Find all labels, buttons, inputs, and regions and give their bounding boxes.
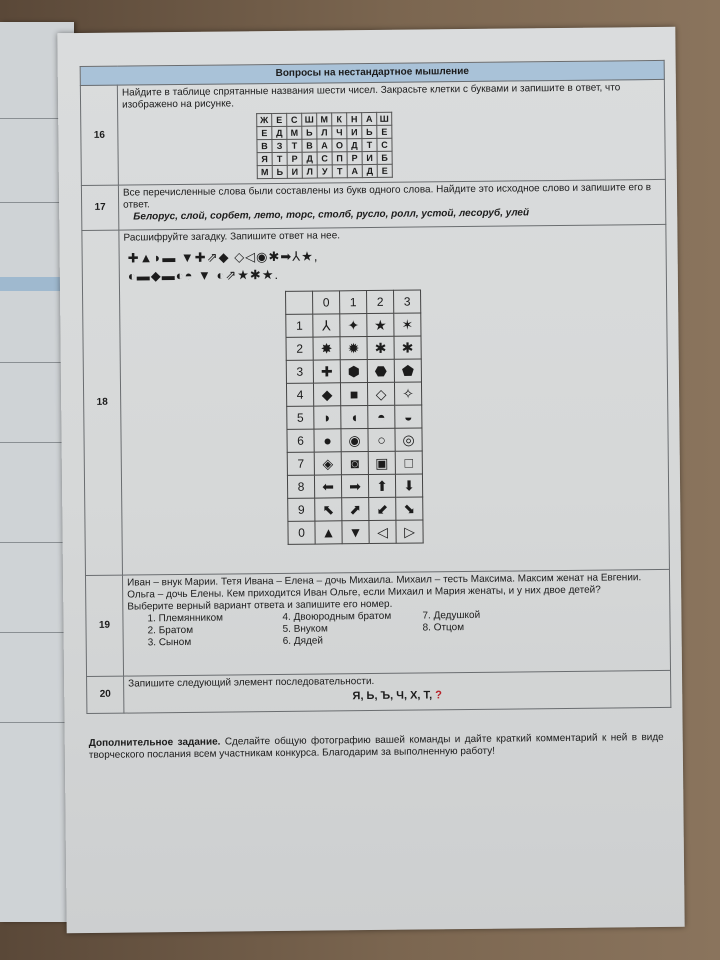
letter-grid-row <box>257 112 392 126</box>
letter-cell: Д <box>347 139 362 152</box>
letter-grid-row <box>257 138 392 152</box>
letter-cell: Р <box>347 152 362 165</box>
symbol-cell: ✦ <box>340 314 367 337</box>
symbol-cell: ✱ <box>367 336 394 359</box>
symbol-cell: ▷ <box>396 520 423 543</box>
letter-cell: А <box>317 139 332 152</box>
question-17-row <box>81 179 665 230</box>
column-header: 0 <box>313 291 340 314</box>
extra-task-title: Дополнительное задание. <box>88 736 221 749</box>
symbol-cell: ◇ <box>367 382 394 405</box>
letter-cell: И <box>347 126 362 139</box>
symbol-cell: ● <box>314 429 341 452</box>
letter-cell: Т <box>287 139 302 152</box>
symbol-cell: ⬅ <box>314 475 341 498</box>
question-20-row <box>87 670 671 713</box>
column-header: 3 <box>394 290 421 313</box>
symbol-cell: ▣ <box>368 451 395 474</box>
symbol-cell: ⬣ <box>367 359 394 382</box>
letter-cell: Б <box>377 151 392 164</box>
letter-cell: Ш <box>377 112 392 125</box>
letter-cell: Ш <box>302 113 317 126</box>
letter-cell: К <box>332 113 347 126</box>
letter-cell: Ч <box>332 126 347 139</box>
row-header: 0 <box>288 521 315 544</box>
symbol-cell: ■ <box>340 383 367 406</box>
answer-option: 8. Отцом <box>422 622 465 634</box>
symbol-cell: ★ <box>367 313 394 336</box>
row-header: 4 <box>286 383 313 406</box>
cipher-key-table <box>285 289 424 544</box>
symbol-cell: ◒ <box>395 405 422 428</box>
letter-cell: Д <box>302 152 317 165</box>
symbol-cell: ⬟ <box>394 359 421 382</box>
letter-cell: Т <box>332 165 347 178</box>
question-text: Найдите в таблице спрятанные названия шести чисел. Закрасьте клетки с буквами и запишите в ответ, что изображено на рисунке. <box>121 82 621 111</box>
column-header: 2 <box>367 290 394 313</box>
question-number: 16 <box>80 85 118 185</box>
question-18-row <box>82 224 670 575</box>
letter-cell: Ж <box>257 114 272 127</box>
symbol-cell: ✹ <box>340 337 367 360</box>
symbol-cell: ✶ <box>394 313 421 336</box>
symbol-cell: ◈ <box>314 452 341 475</box>
letter-cell: О <box>332 139 347 152</box>
letter-cell: Т <box>362 138 377 151</box>
letter-cell: Е <box>377 164 392 177</box>
question-text: Все перечисленные слова были составлены из букв одного слова. Найдите это исходное слово и запишите его в ответ. <box>122 182 652 211</box>
question-mark: ? <box>435 689 443 702</box>
symbol-cell: ◖ <box>341 406 368 429</box>
letter-cell: Л <box>302 165 317 178</box>
extra-task <box>89 732 664 762</box>
question-number: 20 <box>87 676 124 713</box>
answer-option <box>423 633 543 646</box>
letter-cell: С <box>377 138 392 151</box>
letter-cell: Д <box>272 126 287 139</box>
row-header: 5 <box>287 406 314 429</box>
column-header: 1 <box>340 291 367 314</box>
letter-cell: Р <box>287 152 302 165</box>
letter-grid-row <box>257 125 392 139</box>
letter-cell: Я <box>257 153 272 166</box>
symbol-cell: ✸ <box>313 337 340 360</box>
symbol-cell: ⬋ <box>369 497 396 520</box>
cipher-line-1: ✚▲◗▬ ▼✚⇗◆ ◇◁◉✱➡⅄★, <box>127 248 319 266</box>
letter-cell: И <box>362 151 377 164</box>
letter-cell: И <box>287 165 302 178</box>
letter-cell: А <box>362 112 377 125</box>
symbol-cell: ◁ <box>369 520 396 543</box>
letter-cell: П <box>332 152 347 165</box>
question-text: Расшифруйте загадку. Запишите ответ на нее. <box>123 230 341 244</box>
answer-option: 4. Двоюродным братом <box>282 610 392 623</box>
symbol-cell: ✱ <box>394 336 421 359</box>
question-number: 18 <box>82 230 123 575</box>
symbol-cell: ✚ <box>313 360 340 383</box>
symbol-cell: ⬢ <box>340 360 367 383</box>
symbol-cell: ▲ <box>315 521 342 544</box>
corner-cell <box>286 291 313 314</box>
letter-grid-row <box>257 151 392 165</box>
letter-cell: В <box>302 139 317 152</box>
letter-cell: А <box>347 165 362 178</box>
symbol-cell: ◙ <box>341 452 368 475</box>
symbol-cell: ⬊ <box>396 497 423 520</box>
letter-cell: В <box>257 140 272 153</box>
answer-option: 7. Дедушкой <box>422 609 481 622</box>
symbol-cell: ➡ <box>341 475 368 498</box>
question-prompt: Выберите верный вариант ответа и запишите его номер. <box>127 598 393 613</box>
question-number: 19 <box>85 575 123 676</box>
symbol-cell: ◓ <box>368 405 395 428</box>
answer-options <box>147 608 665 649</box>
letter-grid-row <box>257 164 392 178</box>
cipher-line-2: ◐▬◆▬◐◓ ▼ ◐⇗★✱★. <box>127 266 280 284</box>
letter-cell: М <box>287 126 302 139</box>
row-header: 9 <box>288 498 315 521</box>
symbol-cell: ⬉ <box>315 498 342 521</box>
row-header: 6 <box>287 429 314 452</box>
letter-cell: Т <box>272 152 287 165</box>
letter-cell: С <box>287 113 302 126</box>
letter-cell: Ь <box>302 126 317 139</box>
letter-grid <box>256 112 393 179</box>
symbol-cell: ◆ <box>313 383 340 406</box>
letter-cell: Ь <box>362 125 377 138</box>
letter-cell: М <box>257 166 272 179</box>
letter-cell: Ь <box>272 165 287 178</box>
letter-cell: Н <box>347 113 362 126</box>
answer-option: 5. Внуком <box>282 623 328 635</box>
row-header: 2 <box>286 337 313 360</box>
symbol-cell: □ <box>395 451 422 474</box>
answer-option: 2. Братом <box>147 624 194 637</box>
symbol-cell: ✧ <box>394 382 421 405</box>
letter-cell: Л <box>317 126 332 139</box>
symbol-cell: ⬈ <box>342 498 369 521</box>
worksheet-page <box>57 27 684 933</box>
letter-cell: М <box>317 113 332 126</box>
extra-task-text: Сделайте общую фотографию вашей команды и дайте краткий комментарий к ней в виде творческого послания всем участникам конкурса. Благодарим за выполненную работу! <box>88 731 664 761</box>
symbol-cell: ◗ <box>314 406 341 429</box>
symbol-cell: ⬆ <box>368 474 395 497</box>
answer-option: 3. Сыном <box>147 636 192 649</box>
answer-option: 6. Дядей <box>282 635 324 647</box>
symbol-cell: ▼ <box>342 521 369 544</box>
sequence: Я, Ь, Ъ, Ч, Х, Т, <box>352 689 433 703</box>
section-header: Вопросы на нестандартное мышление <box>80 60 664 85</box>
symbol-cell: ◎ <box>395 428 422 451</box>
question-number: 17 <box>81 185 118 230</box>
row-header: 8 <box>287 475 314 498</box>
symbol-cell: ○ <box>368 428 395 451</box>
symbol-cell: ⬇ <box>395 474 422 497</box>
word-list: Белорус, слой, сорбет, лето, торс, столб, русло, ролл, устой, лесоруб, улей <box>133 207 530 223</box>
letter-cell: З <box>272 139 287 152</box>
answer-option: 1. Племянником <box>147 612 224 625</box>
letter-cell: У <box>317 165 332 178</box>
row-header: 3 <box>286 360 313 383</box>
symbol-cell: ⅄ <box>313 314 340 337</box>
question-text: Запишите следующий элемент последовательности. <box>128 675 375 690</box>
question-19-row <box>85 569 670 676</box>
letter-cell: С <box>317 152 332 165</box>
question-16-row <box>80 79 665 185</box>
letter-cell: Е <box>257 127 272 140</box>
letter-cell: Д <box>362 164 377 177</box>
row-header: 1 <box>286 314 313 337</box>
letter-cell: Е <box>377 125 392 138</box>
row-header: 7 <box>287 452 314 475</box>
letter-cell: Е <box>272 113 287 126</box>
symbol-cell: ◉ <box>341 429 368 452</box>
question-text: Иван – внук Марии. Тетя Ивана – Елена – дочь Михаила. Михаил – тесть Максима. Максим женат на Евгении. Ольга – дочь Елены. Кем приходится Иван Ольге, если Михаил и Мария женаты, и у них двое детей? <box>127 572 642 601</box>
questions-table <box>80 60 672 714</box>
